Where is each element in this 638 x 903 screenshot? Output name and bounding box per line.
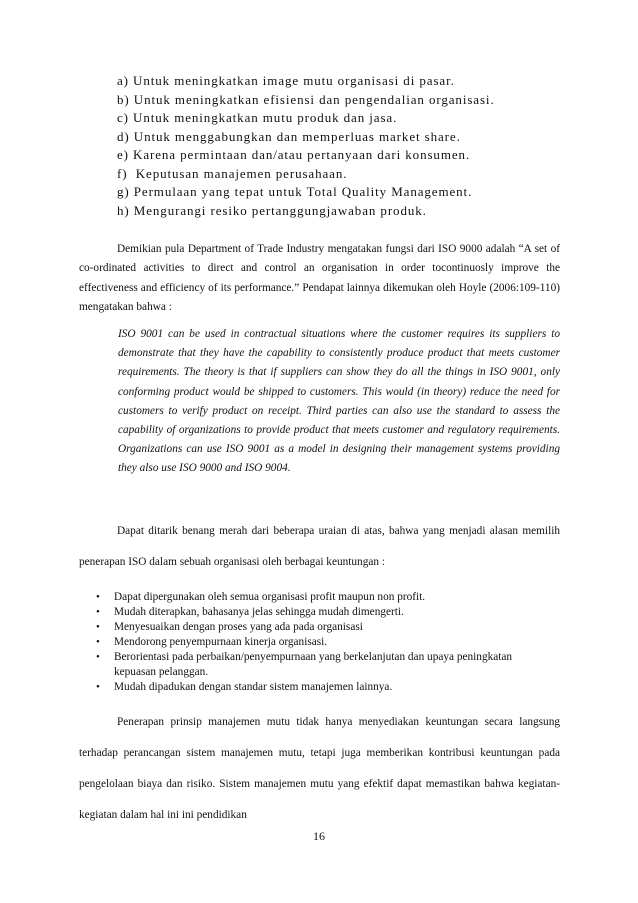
bullet-icon: • bbox=[96, 636, 100, 648]
bullet-icon: • bbox=[96, 621, 100, 633]
bullet-text: Mudah diterapkan, bahasanya jelas sehingga mudah dimengerti. bbox=[114, 606, 404, 618]
bullet-text: Berorientasi pada perbaikan/penyempurnaan yang berkelanjutan dan upaya peningkatan kepuasan pelanggan. bbox=[114, 651, 513, 678]
bullet-icon: • bbox=[96, 606, 100, 618]
list-item: g) Permulaan yang tepat untuk Total Quality Management. bbox=[117, 184, 473, 199]
benefits-list bbox=[90, 590, 550, 695]
bullet-text: Mudah dipadukan dengan standar sistem manajemen lainnya. bbox=[114, 681, 393, 693]
lettered-list bbox=[117, 72, 577, 220]
bullet-icon: • bbox=[96, 651, 100, 663]
list-item bbox=[90, 635, 550, 650]
bullet-icon: • bbox=[96, 681, 100, 693]
bullet-text: Menyesuaikan dengan proses yang ada pada organisasi bbox=[114, 621, 363, 633]
list-item: c) Untuk meningkatkan mutu produk dan jasa. bbox=[117, 110, 398, 125]
list-item bbox=[90, 680, 550, 695]
list-item: f) Keputusan manajemen perusahaan. bbox=[117, 165, 348, 181]
paragraph-conclusion: Dapat ditarik benang merah dari beberapa uraian di atas, bahwa yang menjadi alasan memilih penerapan ISO dalam sebuah organisasi oleh berbagai keuntungan : bbox=[79, 525, 560, 568]
page-number: 16 bbox=[313, 829, 325, 843]
list-item bbox=[90, 605, 550, 620]
list-item bbox=[90, 620, 550, 635]
list-item: a) Untuk meningkatkan image mutu organisasi di pasar. bbox=[117, 73, 455, 88]
list-item: e) Karena permintaan dan/atau pertanyaan dari konsumen. bbox=[117, 147, 471, 162]
bullet-text: Dapat dipergunakan oleh semua organisasi profit maupun non profit. bbox=[114, 591, 426, 603]
list-item bbox=[90, 650, 550, 680]
list-item: h) Mengurangi resiko pertanggungjawaban produk. bbox=[117, 202, 427, 218]
list-item: d) Untuk menggabungkan dan memperluas market share. bbox=[117, 128, 461, 144]
bullet-icon: • bbox=[96, 591, 100, 603]
list-item: b) Untuk meningkatkan efisiensi dan pengendalian organisasi. bbox=[117, 91, 495, 107]
hoyle-quote: ISO 9001 can be used in contractual situations where the customer requires its suppliers to demonstrate that they have the capability to consistently produce product that meets customer requirements. The theory is that if suppliers can show they do all the things in ISO 9001, only conforming product would be shipped to customers. This would (in theory) reduce the need for customers to verify product on receipt. Third parties can also use the standard to assess the capability of organizations to provide product that meets customer and regulatory requirements. Organizations can use ISO 9001 as a model in designing their management systems providing they also use ISO 9000 and ISO 9004. bbox=[118, 328, 560, 475]
list-item bbox=[90, 590, 550, 605]
bullet-text: Mendorong penyempurnaan kinerja organisasi. bbox=[114, 636, 328, 648]
paragraph-qms-benefits: Penerapan prinsip manajemen mutu tidak hanya menyediakan keuntungan secara langsung terhadap perancangan sistem manajemen mutu, tetapi juga memberikan kontribusi keuntungan pada pengelolaan biaya dan risiko. Sistem manajemen mutu yang efektif dapat memastikan bahwa kegiatan-kegiatan dalam hal ini ini pendidikan bbox=[79, 716, 560, 821]
paragraph-dti-definition: Demikian pula Department of Trade Industry mengatakan fungsi dari ISO 9000 adalah “A set of co-ordinated activities to direct and control an organisation in order tocontinuosly improve the effectiveness and efficiency of its performance.” Pendapat lainnya dikemukan oleh Hoyle (2006:109-110) mengatakan bahwa : bbox=[79, 243, 560, 313]
